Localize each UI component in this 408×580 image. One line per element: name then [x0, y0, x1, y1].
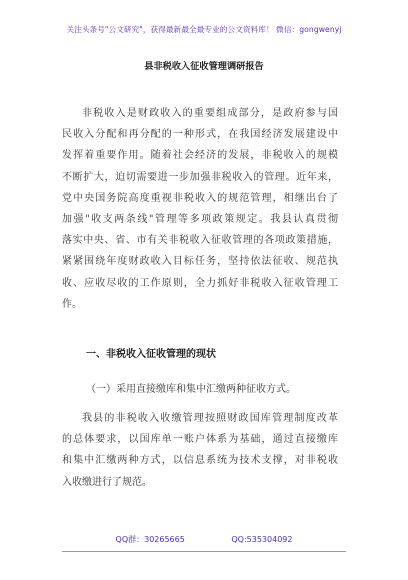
- section-heading: 一、非税收入征收管理的现状: [86, 349, 216, 360]
- paragraph-line: 的总体要求，以国库单一账户体系为基础，通过直接缴库: [62, 434, 338, 446]
- intro-paragraph: [62, 103, 338, 315]
- paragraph-line: 加强"收支两条线"管理等多项政策规定。我县认真贯彻: [62, 213, 338, 225]
- top-banner: 关注头条号"公文研究"，获得最新最全最专业的公文资料库！ 微信：gongwenyj: [66, 25, 342, 34]
- sub-heading: （一）采用直接缴库和集中汇缴两种征收方式。: [86, 384, 296, 395]
- paragraph-line: 收、应收尽收的工作原则，全力抓好非税收入征收管理工: [62, 277, 338, 289]
- paragraph-line: 我县的非税收入收缴管理按照财政国库管理制度改革: [82, 413, 338, 424]
- paragraph-line: 入收缴进行了规范。: [62, 476, 152, 488]
- paragraph-line: 落实中央、省、市有关非税收入征收管理的各项政策措施，: [62, 235, 338, 247]
- footer-contact: [0, 534, 408, 545]
- paragraph-line: 发挥着重要作用。随着社会经济的发展，非税收入的规模: [62, 150, 338, 162]
- second-paragraph: [62, 408, 338, 493]
- paragraph-line: 党中央国务院高度重视非税收入的规范管理，相继出台了: [62, 192, 338, 204]
- paragraph-line: 非税收入是财政收入的重要组成部分，是政府参与国: [82, 108, 338, 119]
- page-title: 县非税收入征收管理调研报告: [144, 61, 264, 72]
- paragraph-line: 作。: [62, 298, 82, 310]
- paragraph-line: 和集中汇缴两种方式，以信息系统为技术支撑，对非税收: [62, 455, 338, 467]
- paragraph-line: 不断扩大，迫切需要进一步加强非税收入的管理。近年来，: [62, 171, 338, 183]
- qq-group-text: QQ群：30265665: [115, 535, 185, 544]
- paragraph-line: 紧紧围绕年度财政收入目标任务，坚持依法征收、规范执: [62, 256, 338, 268]
- footer-divider: [62, 551, 346, 552]
- paragraph-line: 民收入分配和再分配的一种形式，在我国经济发展建设中: [62, 129, 338, 141]
- qq-text: QQ:535304092: [231, 535, 293, 544]
